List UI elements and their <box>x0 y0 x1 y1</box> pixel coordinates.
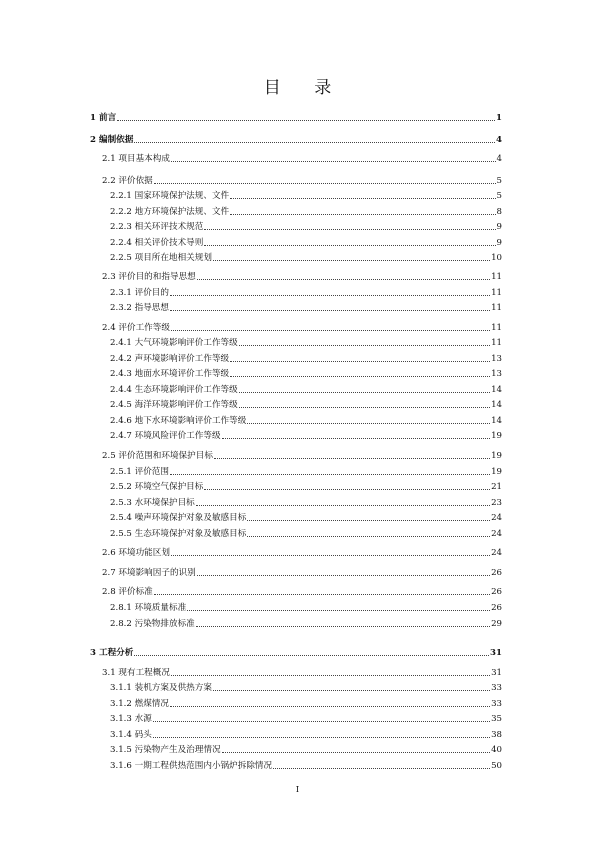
dot-leader <box>196 626 490 627</box>
toc-entry-page: 11 <box>491 288 502 298</box>
toc-entry-page: 38 <box>491 730 502 740</box>
toc-entry[interactable] <box>110 465 502 477</box>
toc-entry-page: 24 <box>491 513 502 523</box>
dot-leader <box>247 520 490 521</box>
toc-entry-page: 4 <box>496 154 502 164</box>
toc-entry-page: 24 <box>491 529 502 539</box>
toc-entry-label: 2.1 项目基本构成 <box>102 154 170 164</box>
toc-entry-label: 2 编制依据 <box>90 135 134 145</box>
toc-entry[interactable] <box>102 546 502 558</box>
toc-entry[interactable] <box>90 133 502 145</box>
toc-entry-page: 50 <box>491 761 502 771</box>
toc-entry-label: 2.2.1 国家环境保护法规、文件 <box>110 191 230 201</box>
dot-leader <box>230 198 495 199</box>
toc-entry[interactable] <box>110 511 502 523</box>
toc-entry[interactable] <box>110 336 502 348</box>
toc-entry[interactable] <box>110 743 502 755</box>
page-title: 目 录 <box>263 78 346 98</box>
toc-entry-label: 2.2.5 项目所在地相关规划 <box>110 253 212 263</box>
toc-entry-page: 11 <box>491 303 502 313</box>
toc-entry-page: 33 <box>491 699 502 709</box>
dot-leader <box>214 458 490 459</box>
toc-entry-label: 2.4.7 环境风险评价工作等级 <box>110 431 221 441</box>
dot-leader <box>204 229 495 230</box>
toc-entry-label: 2.2.3 相关环评技术规范 <box>110 222 204 232</box>
dot-leader <box>197 279 490 280</box>
toc-entry[interactable] <box>90 111 502 123</box>
toc-entry-page: 26 <box>491 568 502 578</box>
toc-entry-page: 26 <box>491 587 502 597</box>
toc-entry-label: 3.1.6 一期工程供热范围内小锅炉拆除情况 <box>110 761 273 771</box>
dot-leader <box>273 768 490 769</box>
toc-entry-label: 2.6 环境功能区划 <box>102 548 170 558</box>
dot-leader <box>204 245 495 246</box>
toc-entry-page: 14 <box>491 416 502 426</box>
toc-entry-label: 3.1 现有工程概况 <box>102 668 170 678</box>
toc-entry[interactable] <box>102 152 502 164</box>
toc-entry[interactable] <box>110 352 502 364</box>
dot-leader <box>171 675 490 676</box>
toc-entry[interactable] <box>110 414 502 426</box>
dot-leader <box>171 161 496 162</box>
toc-entry-label: 2.4.1 大气环境影响评价工作等级 <box>110 338 238 348</box>
toc-entry-label: 2.3.2 指导思想 <box>110 303 169 313</box>
toc-entry-page: 8 <box>496 207 502 217</box>
dot-leader <box>170 706 490 707</box>
dot-leader <box>170 310 490 311</box>
toc-entry-label: 3.1.2 燃煤情况 <box>110 699 169 709</box>
toc-entry[interactable] <box>110 617 502 629</box>
dot-leader <box>196 505 490 506</box>
toc-entry-page: 33 <box>491 683 502 693</box>
toc-entry[interactable] <box>110 189 502 201</box>
dot-leader <box>117 120 495 121</box>
toc-entry-page: 14 <box>491 400 502 410</box>
toc-entry-page: 1 <box>496 113 502 123</box>
toc-entry[interactable] <box>110 681 502 693</box>
dot-leader <box>230 214 495 215</box>
toc-entry-page: 11 <box>491 323 502 333</box>
toc-entry-page: 19 <box>491 431 502 441</box>
toc-entry-page: 14 <box>491 385 502 395</box>
dot-leader <box>197 575 490 576</box>
dot-leader <box>171 555 490 556</box>
toc-entry-page: 13 <box>491 369 502 379</box>
toc-entry-page: 11 <box>491 338 502 348</box>
dot-leader <box>222 752 491 753</box>
toc-entry-label: 3.1.4 码头 <box>110 730 152 740</box>
toc-entry[interactable] <box>110 527 502 539</box>
toc-entry[interactable] <box>102 449 502 461</box>
toc-entry-label: 2.3 评价目的和指导思想 <box>102 272 196 282</box>
toc-entry-label: 2.8 评价标准 <box>102 587 153 597</box>
toc-entry-label: 2.7 环境影响因子的识别 <box>102 568 196 578</box>
toc-entry[interactable] <box>110 712 502 724</box>
toc-entry[interactable] <box>90 646 502 658</box>
toc-entry[interactable] <box>110 367 502 379</box>
dot-leader <box>154 183 496 184</box>
toc-entry[interactable] <box>102 666 502 678</box>
toc-entry[interactable] <box>102 174 502 186</box>
toc-entry[interactable] <box>110 480 502 492</box>
toc-entry-page: 10 <box>491 253 502 263</box>
toc-entry-label: 2.5.2 环境空气保护目标 <box>110 482 204 492</box>
toc-entry-label: 2.4 评价工作等级 <box>102 323 170 333</box>
dot-leader <box>153 721 490 722</box>
toc-entry-label: 2.5.1 评价范围 <box>110 467 169 477</box>
dot-leader <box>204 489 490 490</box>
toc-entry-label: 2.2 评价依据 <box>102 176 153 186</box>
dot-leader <box>230 361 490 362</box>
toc-entry[interactable] <box>102 270 502 282</box>
toc-entry-label: 2.4.3 地面水环境评价工作等级 <box>110 369 230 379</box>
dot-leader <box>230 376 490 377</box>
toc-entry-page: 21 <box>491 482 502 492</box>
toc-entry-label: 1 前言 <box>90 113 117 123</box>
toc-entry[interactable] <box>110 251 502 263</box>
toc-entry[interactable] <box>110 301 502 313</box>
toc-entry-label: 2.3.1 评价目的 <box>110 288 169 298</box>
toc-entry[interactable] <box>110 383 502 395</box>
toc-entry[interactable] <box>110 601 502 613</box>
toc-entry[interactable] <box>110 759 502 771</box>
dot-leader <box>247 423 490 424</box>
toc-entry[interactable] <box>110 697 502 709</box>
dot-leader <box>222 438 491 439</box>
toc-entry-label: 3 工程分析 <box>90 648 134 658</box>
dot-leader <box>213 260 490 261</box>
toc-entry[interactable] <box>110 728 502 740</box>
toc-entry[interactable] <box>110 496 502 508</box>
toc-entry-label: 2.5.5 生态环境保护对象及敏感目标 <box>110 529 247 539</box>
toc-entry-label: 3.1.3 水源 <box>110 714 152 724</box>
toc-entry[interactable] <box>110 429 502 441</box>
dot-leader <box>170 295 490 296</box>
toc-entry[interactable] <box>110 286 502 298</box>
toc-entry[interactable] <box>102 566 502 578</box>
toc-entry-label: 2.5 评价范围和环境保护目标 <box>102 451 213 461</box>
toc-entry[interactable] <box>110 398 502 410</box>
toc-entry-page: 19 <box>491 451 502 461</box>
toc-entry-page: 31 <box>491 668 502 678</box>
toc-entry-label: 3.1.1 装机方案及供热方案 <box>110 683 212 693</box>
page-number: I <box>295 785 300 795</box>
toc-entry-page: 23 <box>491 498 502 508</box>
toc-entry-label: 2.8.2 污染物排放标准 <box>110 619 195 629</box>
dot-leader <box>213 690 490 691</box>
toc-entry-page: 13 <box>491 354 502 364</box>
dot-leader <box>239 345 490 346</box>
toc-entry-label: 2.2.2 地方环境保护法规、文件 <box>110 207 230 217</box>
toc-entry-page: 35 <box>491 714 502 724</box>
toc-entry-label: 2.4.2 声环境影响评价工作等级 <box>110 354 230 364</box>
dot-leader <box>154 594 490 595</box>
toc-entry-page: 5 <box>496 191 502 201</box>
toc-entry-label: 2.4.6 地下水环境影响评价工作等级 <box>110 416 247 426</box>
toc-entry-page: 31 <box>490 648 502 658</box>
toc-entry-page: 4 <box>496 135 502 145</box>
toc-entry-page: 9 <box>496 238 502 248</box>
dot-leader <box>187 610 490 611</box>
dot-leader <box>247 536 490 537</box>
toc-entry-page: 11 <box>491 272 502 282</box>
toc-entry-page: 19 <box>491 467 502 477</box>
toc-entry-page: 5 <box>496 176 502 186</box>
toc-entry-page: 40 <box>491 745 502 755</box>
dot-leader <box>134 142 495 143</box>
toc-entry-page: 24 <box>491 548 502 558</box>
dot-leader <box>134 655 489 656</box>
dot-leader <box>170 474 490 475</box>
dot-leader <box>171 330 490 331</box>
toc-entry-label: 2.2.4 相关评价技术导则 <box>110 238 204 248</box>
toc-entry-page: 29 <box>491 619 502 629</box>
toc-entry[interactable] <box>110 236 502 248</box>
toc-entry[interactable] <box>102 585 502 597</box>
toc-entry-label: 2.5.4 噪声环境保护对象及敏感目标 <box>110 513 247 523</box>
toc-entry[interactable] <box>110 220 502 232</box>
toc-entry[interactable] <box>102 321 502 333</box>
toc-entry-label: 3.1.5 污染物产生及治理情况 <box>110 745 221 755</box>
toc-entry-label: 2.4.5 海洋环境影响评价工作等级 <box>110 400 238 410</box>
dot-leader <box>239 392 490 393</box>
dot-leader <box>153 737 490 738</box>
toc-entry[interactable] <box>110 205 502 217</box>
toc-entry-label: 2.8.1 环境质量标准 <box>110 603 187 613</box>
toc-entry-label: 2.4.4 生态环境影响评价工作等级 <box>110 385 238 395</box>
toc-entry-page: 26 <box>491 603 502 613</box>
toc-entry-label: 2.5.3 水环境保护目标 <box>110 498 195 508</box>
dot-leader <box>239 407 490 408</box>
toc-entry-page: 9 <box>496 222 502 232</box>
